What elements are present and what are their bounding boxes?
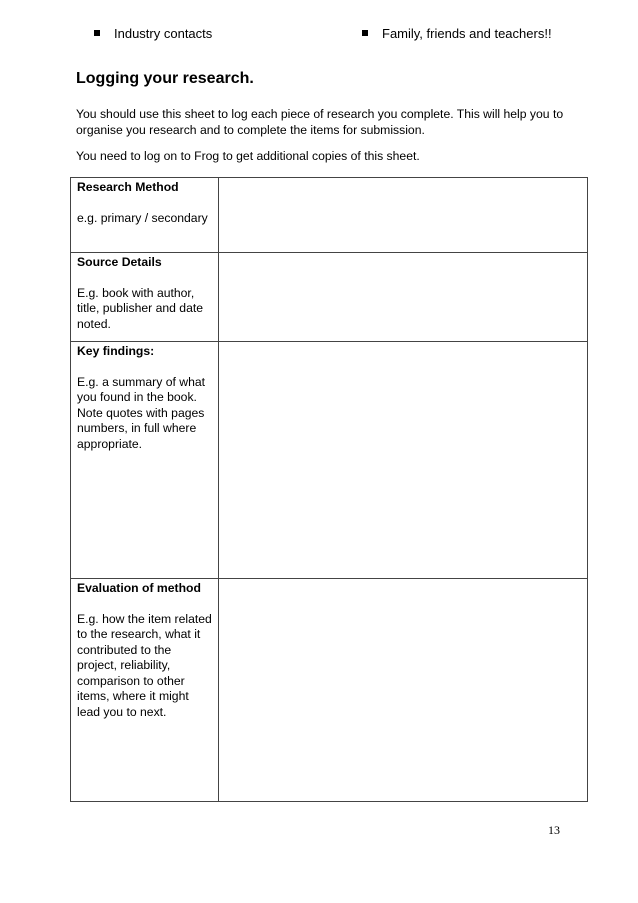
bullet-text: Family, friends and teachers!! — [382, 26, 552, 41]
label-cell — [71, 253, 219, 342]
row-description: E.g. book with author, title, publisher and date noted. — [77, 285, 204, 331]
row-title: Research Method — [77, 180, 179, 194]
row-description: E.g. how the item related to the research, what it contributed to the project, reliability, comparison to other items, where it might lead you to next. — [77, 611, 212, 719]
bullet-item-industry-contacts — [94, 26, 212, 41]
row-description: e.g. primary / secondary — [77, 210, 208, 225]
intro-paragraph: You should use this sheet to log each piece of research you complete. This will help you to organise you research and to complete the items for submission. — [76, 107, 564, 137]
entry-cell-source-details[interactable] — [219, 253, 588, 342]
label-cell — [71, 178, 219, 253]
entry-cell-evaluation-of-method[interactable] — [219, 579, 588, 802]
frog-instructions-paragraph: You need to log on to Frog to get additional copies of this sheet. — [76, 149, 420, 163]
bullet-list — [0, 26, 638, 44]
label-cell — [71, 579, 219, 802]
square-bullet-icon — [94, 30, 100, 36]
table-row — [71, 579, 588, 802]
label-cell — [71, 342, 219, 579]
row-title: Key findings: — [77, 344, 155, 358]
table-row — [71, 253, 588, 342]
bullet-text: Industry contacts — [114, 26, 213, 41]
table-row — [71, 178, 588, 253]
entry-cell-key-findings[interactable] — [219, 342, 588, 579]
table-row — [71, 342, 588, 579]
row-title: Source Details — [77, 255, 162, 269]
section-heading: Logging your research. — [76, 70, 254, 87]
row-description: E.g. a summary of what you found in the book. Note quotes with pages numbers, in full where appropriate. — [77, 374, 206, 451]
entry-cell-research-method[interactable] — [219, 178, 588, 253]
bullet-item-family-friends — [362, 26, 552, 41]
square-bullet-icon — [362, 30, 368, 36]
row-title: Evaluation of method — [77, 581, 201, 595]
page-number: 13 — [548, 823, 560, 837]
research-log-table — [70, 177, 588, 802]
